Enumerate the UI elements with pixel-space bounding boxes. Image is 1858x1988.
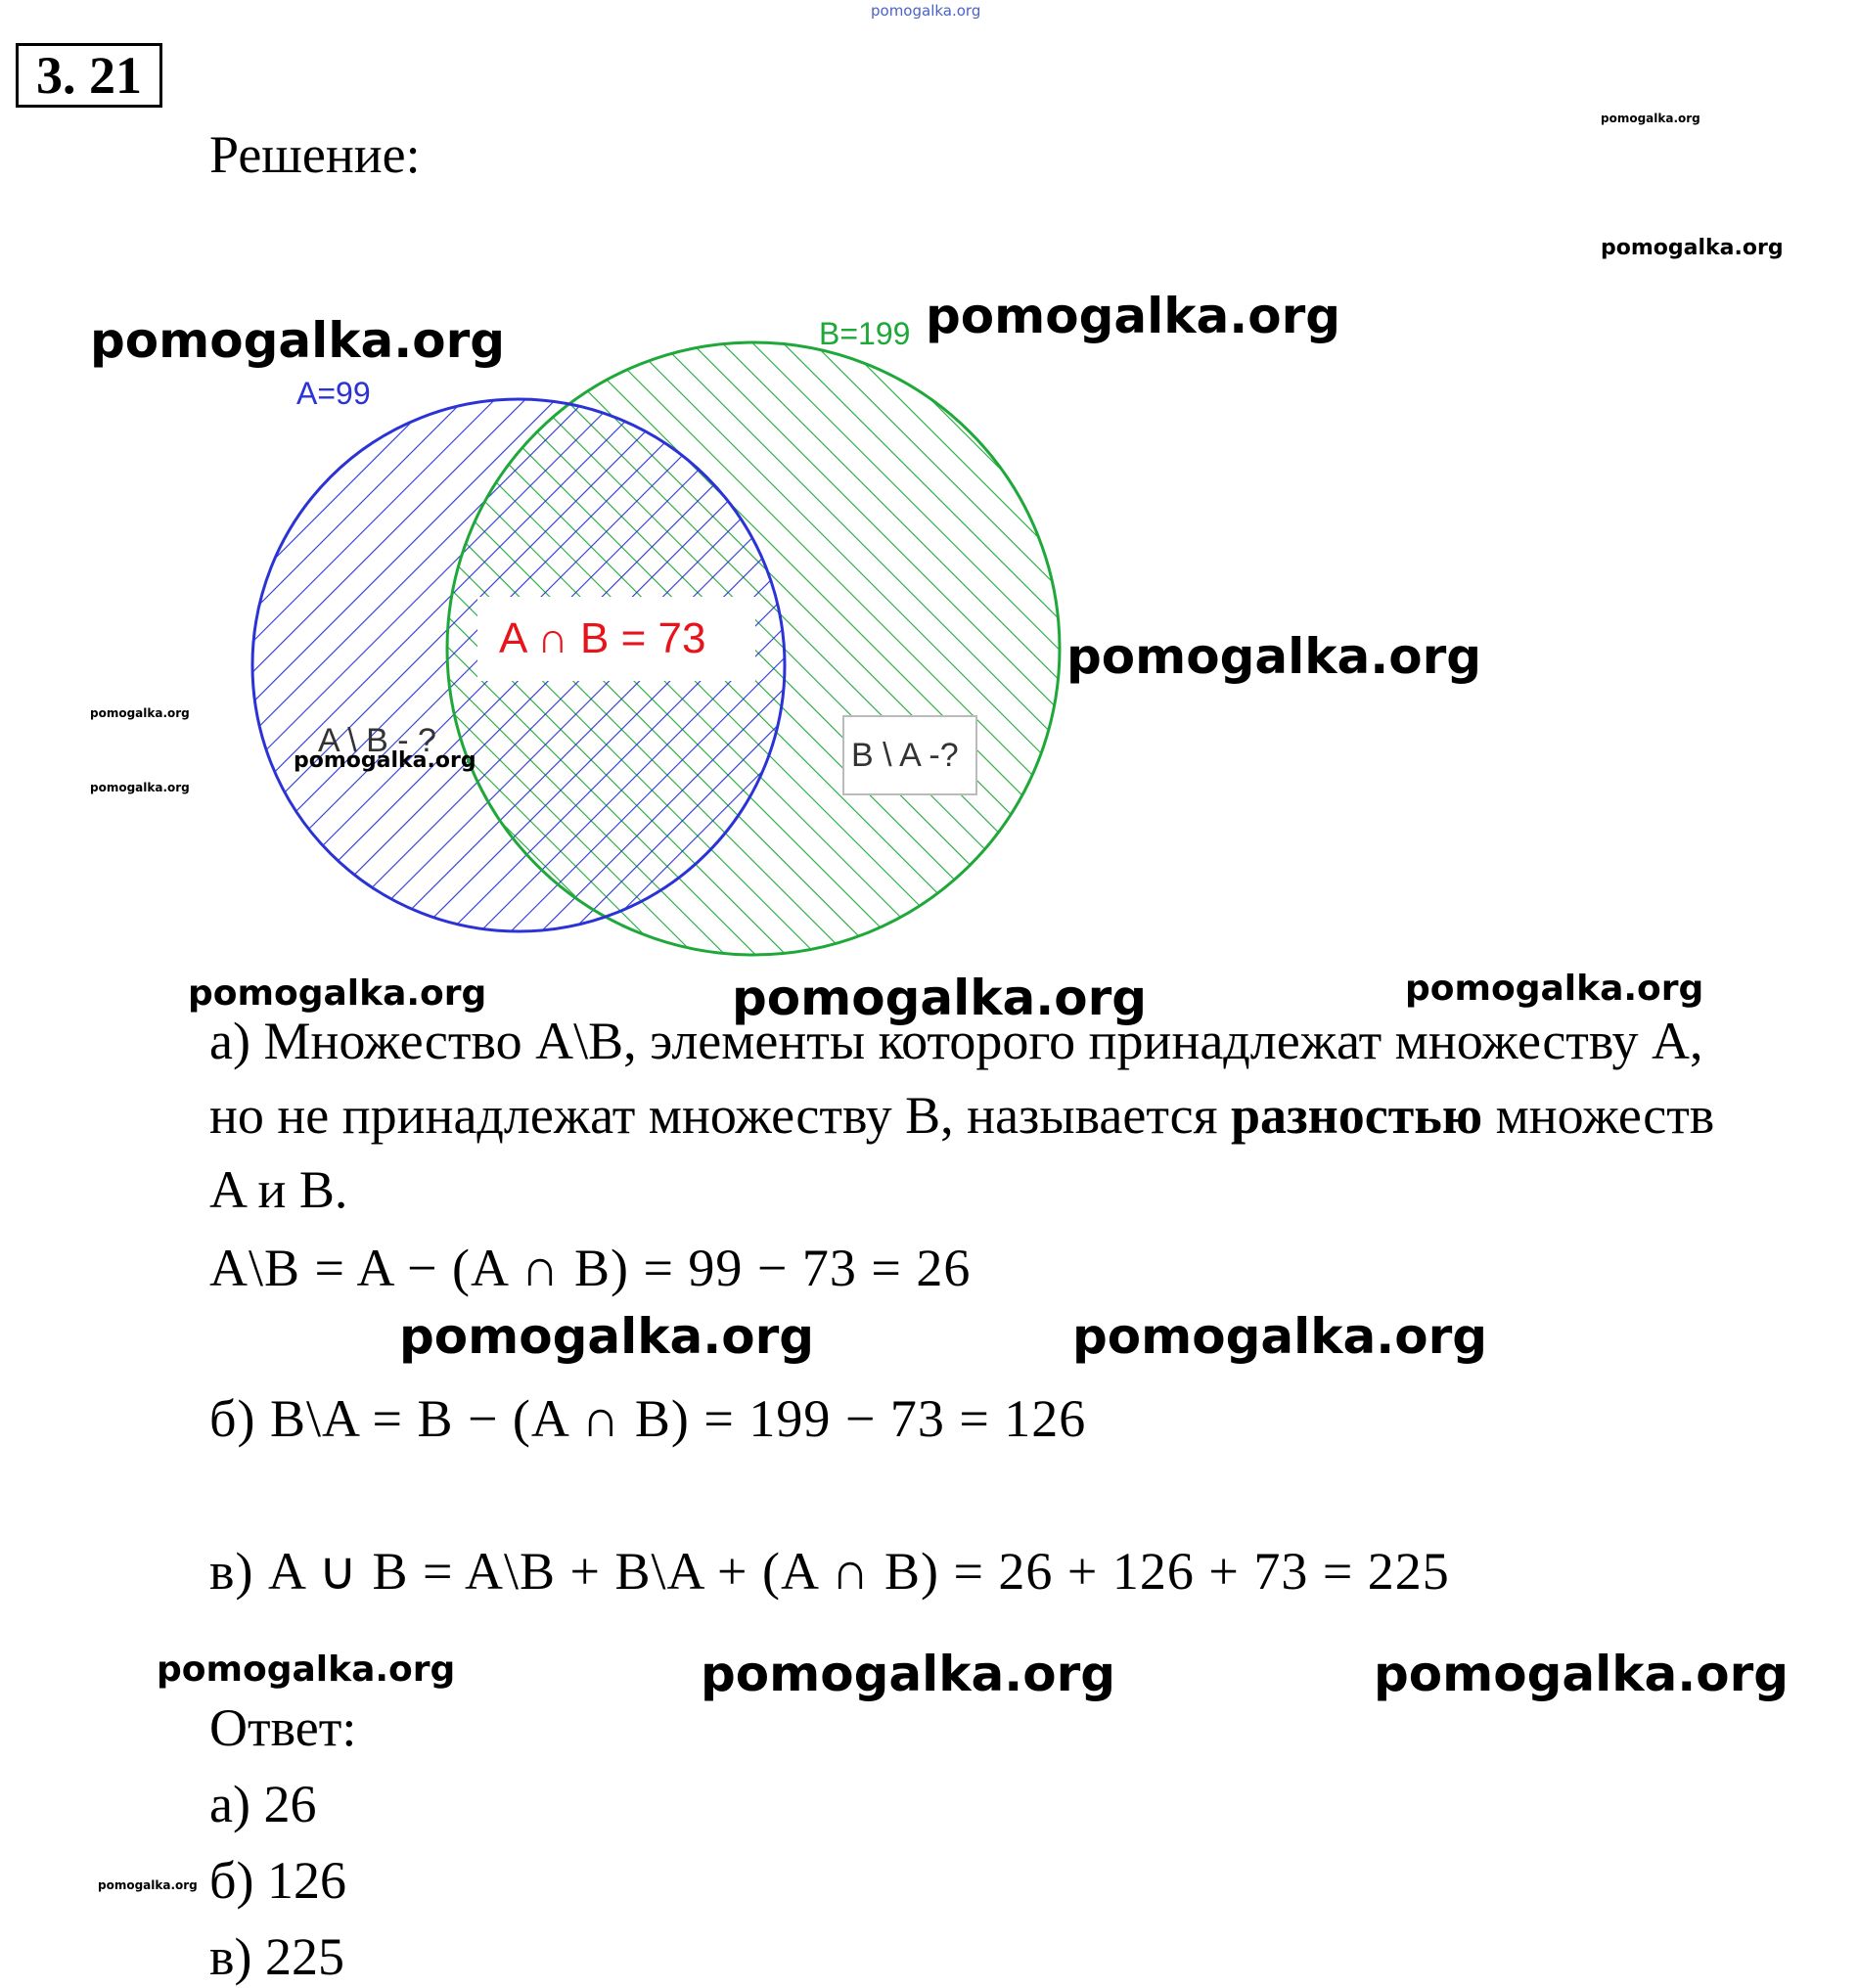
answer-label: Ответ:	[209, 1698, 357, 1757]
solution-label: Решение:	[209, 125, 421, 184]
intersection-label: A ∩ B = 73	[499, 614, 706, 662]
part-b-formula: б) B\A = B − (A ∩ B) = 199 − 73 = 126	[209, 1389, 1087, 1448]
watermark: pomogalka.org	[90, 312, 506, 369]
watermark: pomogalka.org	[1601, 112, 1700, 125]
term-difference: разностью	[1230, 1086, 1483, 1145]
watermark: pomogalka.org	[399, 1308, 815, 1365]
watermark: pomogalka.org	[90, 781, 190, 794]
part-a-formula: A\B = A − (A ∩ B) = 99 − 73 = 26	[209, 1239, 972, 1297]
watermark: pomogalka.org	[1374, 1646, 1790, 1702]
part-a-line3: A и B.	[209, 1160, 348, 1219]
b-minus-a-label: B \ A -?	[851, 737, 959, 774]
watermark: pomogalka.org	[294, 748, 476, 773]
part-a-line2-before: но не принадлежат множеству B, называется	[209, 1086, 1231, 1145]
watermark: pomogalka.org	[1072, 1308, 1488, 1365]
part-a-line2	[209, 1086, 1714, 1145]
part-c-formula: в) A ∪ B = A\B + B\A + (A ∩ B) = 26 + 126 + 73 = 225	[209, 1542, 1450, 1601]
watermark: pomogalka.org	[732, 970, 1148, 1026]
set-a-label: A=99	[296, 376, 371, 411]
set-b-label: B=199	[819, 316, 911, 351]
answer-b: б) 126	[209, 1851, 346, 1910]
answer-c: в) 225	[209, 1927, 344, 1986]
watermark: pomogalka.org	[157, 1649, 456, 1690]
problem-number: 3. 21	[16, 43, 162, 108]
part-a-line2-after: множеств	[1482, 1086, 1715, 1145]
a-minus-b-label: A \ B - ?	[318, 722, 436, 759]
watermark: pomogalka.org	[871, 2, 981, 20]
watermark: pomogalka.org	[701, 1646, 1116, 1702]
watermark: pomogalka.org	[188, 973, 487, 1014]
answer-a: а) 26	[209, 1775, 317, 1833]
part-a-line1: а) Множество A\B, элементы которого принадлежат множеству A,	[209, 1012, 1703, 1070]
watermark: pomogalka.org	[98, 1878, 198, 1892]
watermark: pomogalka.org	[1066, 628, 1482, 685]
venn-diagram	[225, 303, 1086, 978]
watermark: pomogalka.org	[926, 288, 1341, 344]
watermark: pomogalka.org	[90, 706, 190, 720]
watermark: pomogalka.org	[1601, 236, 1784, 260]
watermark: pomogalka.org	[1405, 969, 1704, 1009]
